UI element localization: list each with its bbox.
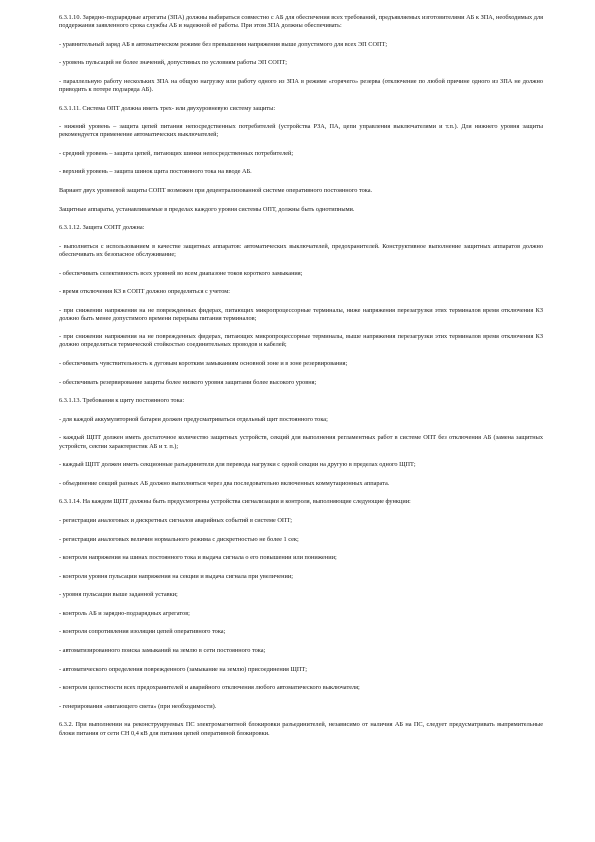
- paragraph: - средний уровень – защита цепей, питающих шинки непосредственных потребителей;: [59, 149, 294, 157]
- paragraph: - контроль АБ и зарядно-подзарядных агрегатов;: [59, 609, 190, 617]
- paragraph: - автоматического определения поврежденного (замыкание на землю) присоединения ЩПТ;: [59, 665, 308, 673]
- paragraph: - генерирования «мигающего света» (при необходимости).: [59, 702, 217, 710]
- paragraph: - при снижении напряжения на не поврежденных фидерах, питающих микропроцессорные терминалы, выше напряжения перезагрузки этих терминалов время отключения КЗ должно определяться термической стойкостью соединительных проводов и кабелей;: [59, 333, 543, 349]
- paragraph: - уравнительный заряд АБ в автоматическом режиме без превышения напряжения выше допустимого для всех ЭП СОПТ;: [59, 40, 388, 48]
- paragraph: - автоматизированного поиска замыканий на землю в сети постоянного тока;: [59, 647, 266, 655]
- paragraph: - обеспечивать чувствительность к дуговым коротким замыканиям основной зоне и в зоне резервирования;: [59, 360, 348, 368]
- paragraph: 6.3.1.13. Требования к щиту постоянного тока:: [59, 397, 185, 405]
- paragraph: - верхний уровень – защита шинок щита постоянного тока на вводе АБ.: [59, 168, 252, 176]
- paragraph: - объединение секций разных АБ должно выполняться через два последовательно включенных коммутационных аппарата.: [59, 479, 390, 487]
- paragraph: - обеспечивать селективность всех уровней во всем диапазоне токов короткого замыкания;: [59, 269, 303, 277]
- paragraph: - уровня пульсации выше заданной уставки;: [59, 591, 178, 599]
- paragraph: - обеспечивать резервирование защиты более низкого уровня защитами более высокого уровня;: [59, 378, 317, 386]
- paragraph: Вариант двух уровневой защиты СОПТ возможен при децентрализованной системе оперативного постоянного тока.: [59, 187, 373, 195]
- document-page: [59, 14, 543, 748]
- paragraph: 6.3.2. При выполнении на реконструируемых ПС электромагнитной блокировки разъединителей, независимо от наличия АБ на ПС, следует предусматривать выпрямительные блоки питания от сети СН 0,4 кВ для питания цепей оперативной блокировки.: [59, 721, 543, 737]
- paragraph: 6.3.1.11. Система ОПТ должна иметь трех- или двухуровневую систему защиты:: [59, 104, 276, 112]
- paragraph: - для каждой аккумуляторной батареи должен предусматриваться отдельный щит постоянного тока;: [59, 415, 328, 423]
- paragraph: - регистрации аналоговых и дискретных сигналов аварийных событий в системе ОПТ;: [59, 516, 293, 524]
- paragraph: - контроля уровня пульсации напряжения на секции и выдача сигнала при увеличении;: [59, 572, 293, 580]
- paragraph: 6.3.1.12. Защита СОПТ должна:: [59, 224, 145, 232]
- paragraph: 6.3.1.14. На каждом ЩПТ должны быть предусмотрены устройства сигнализации и контроля, выполняющие следующие функции:: [59, 498, 411, 506]
- paragraph: - каждый ЩПТ должен иметь достаточное количество защитных устройств, секций для выполнения регламентных работ в системе ОПТ без отключения АБ (замена защитных устройств, сектии характеристик АБ и т. п.);: [59, 434, 543, 450]
- paragraph: - уровень пульсаций не более значений, допустимых по условиям работы ЭП СОПТ;: [59, 59, 287, 67]
- paragraph: - контроля целостности всех предохранителей и аварийного отключения любого автоматического выключателя;: [59, 684, 360, 692]
- paragraph: - нижний уровень – защита цепей питания непосредственных потребителей (устройства РЗА, ПА, цепи управления выключателями и т.п.). Для нижнего уровня защиты рекомендуется применение автоматических выключателей;: [59, 123, 543, 139]
- paragraph: - параллельную работу нескольких ЗПА на общую нагрузку или работу одного из ЗПА в режиме «горячего» резерва (отключение по любой причине одного из ЗПА не должно приводить к потере подзаряда АБ).: [59, 77, 543, 93]
- paragraph: - каждый ЩПТ должен иметь секционные разъединители для перевода нагрузки с одной секции на другую в пределах одного ЩПТ;: [59, 461, 416, 469]
- paragraph: - контроля сопротивления изоляции цепей оперативного тока;: [59, 628, 226, 636]
- paragraph: - регистрации аналоговых величин нормального режима с дискретностью не более 1 сек;: [59, 535, 299, 543]
- paragraph: Защитные аппараты, устанавливаемые в пределах каждого уровня системы ОПТ, должны быть однотипными.: [59, 205, 355, 213]
- paragraph: - при снижении напряжения на не поврежденных фидерах, питающих микропроцессорные терминалы, ниже напряжения перезагрузки этих терминалов время отключения КЗ должно быть менее допустимого времени перерыва питания терминалов;: [59, 306, 543, 322]
- paragraph: - выполняться с использованием в качестве защитных аппаратов: автоматических выключателей, предохранителей. Конструктивное выполнение защитных аппаратов должно обеспечивать их безопасное обслуживание;: [59, 242, 543, 258]
- paragraph: - время отключения КЗ в СОПТ должно определяться с учетом:: [59, 288, 230, 296]
- paragraph: - контроля напряжения на шинах постоянного тока и выдача сигнала о его повышении или понижении;: [59, 554, 337, 562]
- paragraph: 6.3.1.10. Зарядно-подзарядные агрегаты (ЗПА) должны выбираться совместно с АБ для обеспечения всех требований, предъявляемых изготовителями АБ к ЗПА, необходимых для поддержания заявленного срока службы АБ и надежной её работы. При этом ЗПА должны обеспечивать:: [59, 14, 543, 30]
